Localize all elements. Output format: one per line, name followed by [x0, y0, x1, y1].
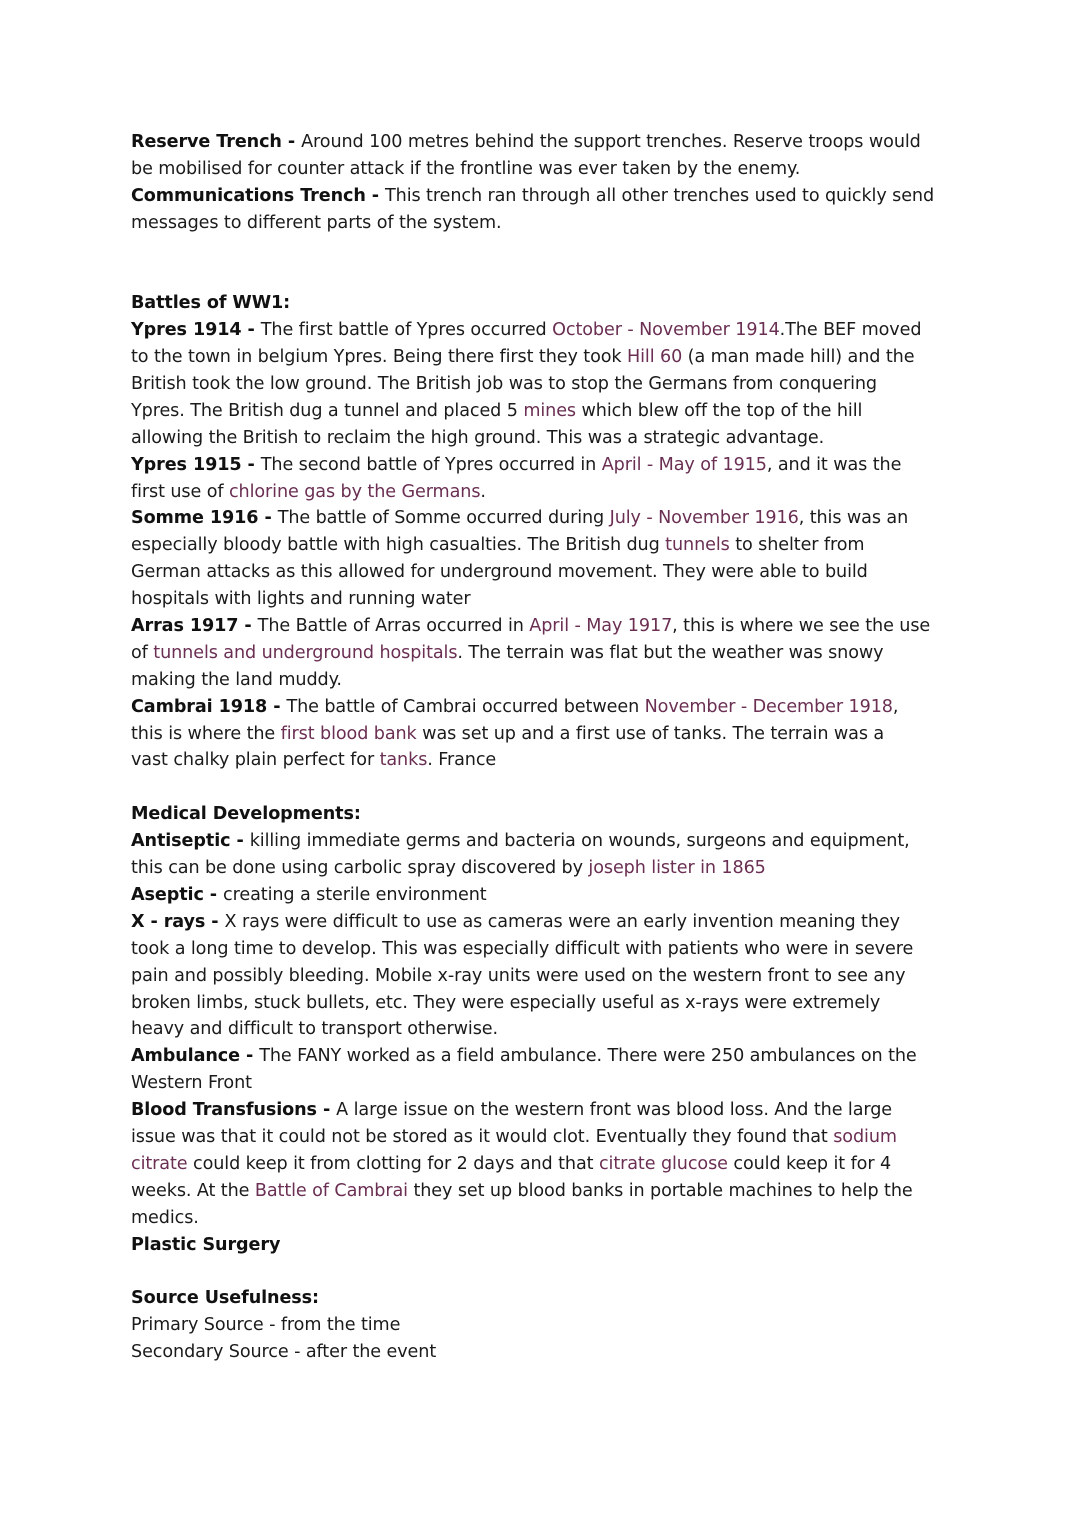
highlighted-text: Hill 60 — [627, 347, 683, 368]
text-line — [131, 936, 991, 963]
text-line — [131, 855, 991, 882]
body-text: , this was an — [798, 508, 909, 529]
bold-heading-text: Plastic Surgery — [131, 1234, 281, 1255]
body-text: The Battle of Arras occurred in — [257, 616, 530, 637]
text-line — [131, 425, 991, 452]
text-line — [131, 559, 991, 586]
bold-heading-text: Ypres 1914 - — [131, 320, 261, 341]
text-line — [131, 1097, 991, 1124]
text-line — [131, 694, 991, 721]
highlighted-text: joseph lister in 1865 — [588, 858, 766, 879]
bold-heading-text: Cambrai 1918 - — [131, 696, 287, 717]
body-text: could keep it from clotting for 2 days and that — [187, 1153, 599, 1174]
highlighted-text: April - May 1917 — [529, 616, 673, 637]
body-text: be mobilised for counter attack if the frontline was ever taken by the enemy. — [131, 158, 801, 179]
highlighted-text: Battle of Cambrai — [254, 1180, 408, 1201]
body-text: this is where the — [131, 723, 281, 744]
text-line — [131, 801, 991, 828]
text-line — [131, 640, 991, 667]
body-text: A large issue on the western front was blood loss. And the large — [336, 1100, 892, 1121]
text-line — [131, 1285, 991, 1312]
body-text: first use of — [131, 481, 229, 502]
text-line — [131, 317, 991, 344]
body-text: The first battle of Ypres occurred — [260, 320, 553, 341]
text-line — [131, 613, 991, 640]
text-line — [131, 290, 991, 317]
body-text: The battle of Somme occurred during — [277, 508, 610, 529]
body-text: (a man made hill) and the — [682, 347, 915, 368]
body-text: of — [131, 642, 154, 663]
body-text: making the land muddy. — [131, 669, 342, 690]
body-text: they set up blood banks in portable machines to help the — [407, 1180, 913, 1201]
body-text: British took the low ground. The British job was to stop the Germans from conquering — [131, 374, 878, 395]
body-text: German attacks as this allowed for underground movement. They were able to build — [131, 562, 868, 583]
text-line — [131, 479, 991, 506]
text-line — [131, 909, 991, 936]
body-text: broken limbs, stuck bullets, etc. They were especially useful as x-rays were extremely — [131, 992, 881, 1013]
body-text: The second battle of Ypres occurred in — [260, 454, 602, 475]
body-text: to the town in belgium Ypres. Being there first they took — [131, 347, 627, 368]
text-line — [131, 586, 991, 613]
highlighted-text: October - November 1914 — [552, 320, 780, 341]
highlighted-text: citrate glucose — [598, 1153, 728, 1174]
text-line — [131, 183, 991, 210]
body-text: .The BEF moved — [779, 320, 922, 341]
bold-heading-text: Ambulance - — [131, 1046, 260, 1067]
text-line — [131, 452, 991, 479]
body-text: this can be done using carbolic spray discovered by — [131, 858, 589, 879]
body-text: messages to different parts of the system. — [131, 212, 502, 233]
text-line — [131, 1043, 991, 1070]
body-text: Around 100 metres behind the support trenches. Reserve troops would — [301, 132, 921, 152]
text-line — [131, 398, 991, 425]
bold-heading-text: Communications Trench - — [131, 185, 386, 206]
body-text: pain and possibly bleeding. Mobile x-ray units were used on the western front to see any — [131, 965, 906, 986]
text-line — [131, 371, 991, 398]
body-text: was set up and a first use of tanks. The terrain was a — [416, 723, 885, 744]
body-text: issue was that it could not be stored as it would clot. Eventually they found that — [131, 1126, 834, 1147]
text-line — [131, 747, 991, 774]
highlighted-text: July - November 1916 — [609, 508, 799, 529]
text-line — [131, 505, 991, 532]
text-line — [131, 721, 991, 748]
body-text: This trench ran through all other trenches used to quickly send — [385, 185, 935, 206]
text-line — [131, 963, 991, 990]
body-text: especially bloody battle with high casualties. The British dug — [131, 535, 666, 556]
text-line — [131, 1151, 991, 1178]
body-text: killing immediate germs and bacteria on wounds, surgeons and equipment, — [249, 831, 910, 852]
body-text: . The terrain was flat but the weather was snowy — [457, 642, 884, 663]
text-line — [131, 828, 991, 855]
text-line — [131, 882, 991, 909]
body-text: to shelter from — [729, 535, 865, 556]
bold-heading-text: Antiseptic - — [131, 831, 250, 852]
text-line — [131, 1070, 991, 1097]
highlighted-text: tunnels — [665, 535, 730, 556]
text-line — [131, 1339, 991, 1366]
text-line — [131, 156, 991, 183]
highlighted-text: tunnels and underground hospitals — [153, 642, 458, 663]
body-text: creating a sterile environment — [223, 884, 487, 905]
blank-line — [131, 774, 991, 801]
body-text: The battle of Cambrai occurred between — [286, 696, 645, 717]
blank-line — [131, 263, 991, 290]
blank-line — [131, 1258, 991, 1285]
text-line — [131, 1016, 991, 1043]
bold-heading-text: X - rays - — [131, 911, 225, 932]
bold-heading-text: Arras 1917 - — [131, 616, 258, 637]
blank-line — [131, 237, 991, 264]
highlighted-text: April - May of 1915 — [601, 454, 767, 475]
text-line — [131, 1312, 991, 1339]
body-text: X rays were difficult to use as cameras were an early invention meaning they — [224, 911, 900, 932]
bold-heading-text: Reserve Trench - — [131, 132, 302, 152]
highlighted-text: tanks — [379, 750, 428, 771]
bold-heading-text: Aseptic - — [131, 884, 224, 905]
text-line — [131, 1124, 991, 1151]
body-text: could keep it for 4 — [727, 1153, 892, 1174]
text-line — [131, 990, 991, 1017]
body-text: Primary Source - from the time — [131, 1315, 401, 1336]
text-line — [131, 1232, 991, 1259]
bold-heading-text: Somme 1916 - — [131, 508, 278, 529]
body-text: . France — [427, 750, 497, 771]
body-text: weeks. At the — [131, 1180, 255, 1201]
bold-heading-text: Battles of WW1: — [131, 293, 291, 314]
bold-heading-text: Medical Developments: — [131, 804, 361, 825]
document-page — [131, 129, 991, 1366]
body-text: Ypres. The British dug a tunnel and placed 5 — [131, 400, 524, 421]
highlighted-text: chlorine gas by the Germans — [228, 481, 481, 502]
highlighted-text: November - December 1918 — [644, 696, 893, 717]
body-text: , — [892, 696, 899, 717]
highlighted-text: citrate — [131, 1153, 188, 1174]
body-text: Western Front — [131, 1073, 252, 1094]
body-text: medics. — [131, 1207, 199, 1228]
bold-heading-text: Blood Transfusions - — [131, 1100, 337, 1121]
body-text: hospitals with lights and running water — [131, 589, 471, 610]
body-text: Secondary Source - after the event — [131, 1342, 437, 1363]
text-line — [131, 129, 991, 156]
bold-heading-text: Ypres 1915 - — [131, 454, 261, 475]
body-text: , and it was the — [766, 454, 902, 475]
text-line — [131, 667, 991, 694]
text-line — [131, 1205, 991, 1232]
body-text: The FANY worked as a field ambulance. There were 250 ambulances on the — [259, 1046, 917, 1067]
text-line — [131, 532, 991, 559]
text-line — [131, 210, 991, 237]
highlighted-text: sodium — [833, 1126, 897, 1147]
highlighted-text: mines — [523, 400, 576, 421]
body-text: which blew off the top of the hill — [576, 400, 863, 421]
body-text: vast chalky plain perfect for — [131, 750, 380, 771]
text-line — [131, 1178, 991, 1205]
body-text: took a long time to develop. This was especially difficult with patients who were in severe — [131, 938, 914, 959]
bold-heading-text: Source Usefulness: — [131, 1288, 319, 1309]
text-line — [131, 344, 991, 371]
body-text: allowing the British to reclaim the high ground. This was a strategic advantage. — [131, 427, 825, 448]
body-text: . — [480, 481, 486, 502]
highlighted-text: first blood bank — [280, 723, 417, 744]
body-text: , this is where we see the use — [672, 616, 931, 637]
body-text: heavy and difficult to transport otherwise. — [131, 1019, 498, 1040]
